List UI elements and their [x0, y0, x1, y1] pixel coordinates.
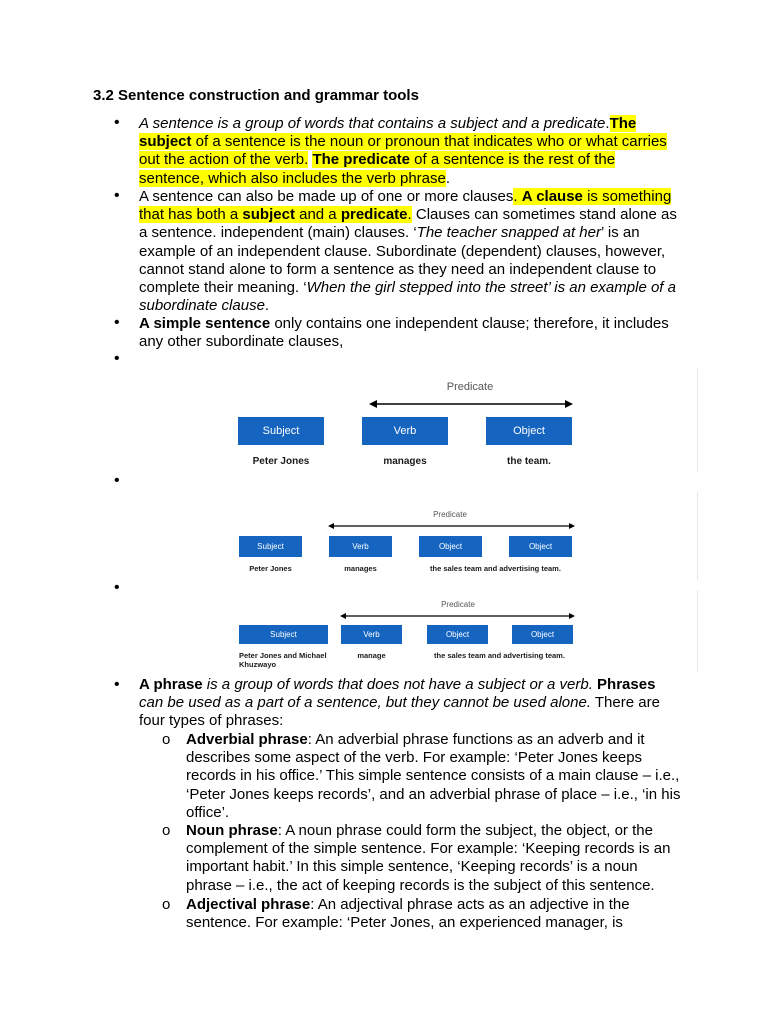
text-fragment: There are four types of phrases: [139, 694, 660, 730]
noun-phrase-text: : A noun phrase could form the subject, the object, or the complement of the simple sentence. For example: ‘Keeping records is an important habit.’ In this simple sentence, ‘Keeping records’ is a noun phrase – i.e., the act of keeping records is the subject of this sentence. [186, 822, 671, 894]
verb-box: Verb [341, 625, 402, 644]
image-edge [697, 492, 698, 580]
text-fragment: and a [294, 206, 341, 224]
text-fragment: A sentence can also be made up of one or more clauses [139, 188, 514, 205]
text-fragment: . [407, 206, 412, 224]
sub-bullet-adverbial [186, 731, 686, 822]
object-example: the team. [507, 456, 551, 467]
noun-phrase-term: Noun phrase [186, 822, 278, 839]
section-heading: 3.2 Sentence construction and grammar tools [93, 87, 419, 104]
sub-bullet-marker: o [162, 896, 171, 913]
text-fragment: . [605, 115, 610, 132]
verb-box: Verb [362, 417, 448, 445]
image-edge [697, 368, 698, 472]
text-fragment: only contains one independent clause; therefore, it includes any other subordinate clauses, [139, 315, 669, 351]
text-fragment: . [264, 297, 270, 315]
object-box: Object [427, 625, 488, 644]
object-box: Object [512, 625, 573, 644]
predicate-label: Predicate [433, 510, 467, 519]
object-example: the sales team and advertising team. [430, 564, 561, 573]
text-fragment: . [513, 188, 522, 205]
bullet-marker: • [114, 187, 120, 204]
bullet-marker: • [114, 314, 120, 331]
object-box: Object [486, 417, 572, 445]
adverbial-phrase-text: : An adverbial phrase functions as an adverb and it describes some aspect of the verb. For example: ‘Peter Jones keeps records in his office.’ This simple sentence consists of a main clause – i.e., ‘Peter Jones keeps records’, and an adverbial phrase of place – i.e., ‘in his office’. [186, 731, 681, 821]
subject-example: Peter Jones [249, 564, 292, 573]
phrase-definition: is a group of words that does not have a subject or a verb. [202, 676, 593, 693]
bullet-phrase [139, 676, 679, 731]
bullet-simple-sentence [139, 315, 679, 351]
phrase-term: A phrase [139, 676, 203, 693]
text-fragment: . [445, 169, 451, 187]
phrases-term: Phrases [592, 676, 656, 693]
diagram-compound-subject [230, 597, 590, 672]
phrase-usage: can be used as a part of a sentence, but they cannot be used alone. [139, 694, 591, 712]
diagram-compound-object [230, 505, 590, 580]
object-box: Object [509, 536, 572, 557]
clause-term: A clause [521, 188, 583, 205]
subject-definition: of a sentence is the noun or pronoun that indicates who or what carries out the action of the verb. [139, 133, 667, 169]
verb-example: manages [344, 564, 377, 573]
text-fragment: Clauses can sometimes stand alone as a sentence. independent (main) clauses. ‘ [139, 206, 677, 242]
subject-term: subject [242, 206, 295, 224]
object-example: the sales team and advertising team. [434, 651, 565, 660]
object-box: Object [419, 536, 482, 557]
sub-bullet-marker: o [162, 822, 171, 839]
predicate-label: Predicate [446, 381, 494, 393]
verb-box: Verb [329, 536, 392, 557]
bullet-marker: • [114, 114, 120, 131]
subject-box: Subject [238, 417, 324, 445]
adverbial-phrase-term: Adverbial phrase [186, 731, 308, 748]
predicate-label: Predicate [441, 600, 475, 609]
bullet-marker: • [114, 472, 120, 489]
text-fragment: is something that has both a [139, 188, 672, 224]
bullet-clauses [139, 188, 679, 315]
example-independent-clause: The teacher snapped at her [416, 224, 601, 242]
subject-example: Peter Jones [252, 456, 310, 467]
predicate-definition: of a sentence is the rest of the sentence, which also includes the verb phrase [139, 151, 616, 187]
predicate-term: The predicate [312, 151, 410, 169]
bullet-marker: • [114, 676, 120, 693]
sub-bullet-noun [186, 822, 686, 895]
text-fragment: ’ is an example of an independent clause. Subordinate (dependent) clauses, however, cannot stand alone to form a sentence as they need an independent clause to complete their meaning. ‘ [139, 224, 666, 297]
sub-bullet-adjectival [186, 896, 686, 932]
verb-example: manage [357, 651, 386, 660]
verb-example: manages [383, 456, 427, 467]
diagram-simple-sentence [230, 372, 590, 472]
adjectival-phrase-term: Adjectival phrase [186, 896, 311, 913]
subject-box: Subject [239, 536, 302, 557]
simple-sentence-term: A simple sentence [139, 315, 271, 332]
sentence-definition-text: A sentence is a group of words that contains a subject and a predicate [139, 115, 606, 132]
image-edge [697, 590, 698, 672]
example-subordinate-clause: When the girl stepped into the street’ is an example of a subordinate clause [139, 279, 676, 315]
subject-box: Subject [239, 625, 328, 644]
bullet-marker: • [114, 579, 120, 596]
bullet-sentence-definition [139, 115, 679, 188]
sub-bullet-marker: o [162, 731, 171, 748]
adjectival-phrase-text: : An adjectival phrase acts as an adjective in the sentence. For example: ‘Peter Jones, an experienced manager, is [186, 896, 630, 932]
subject-example: Peter Jones and Michael Khuzwayo [239, 651, 327, 669]
predicate-term: predicate [340, 206, 408, 224]
subject-term: The subject [139, 115, 637, 151]
bullet-marker: • [114, 350, 120, 367]
